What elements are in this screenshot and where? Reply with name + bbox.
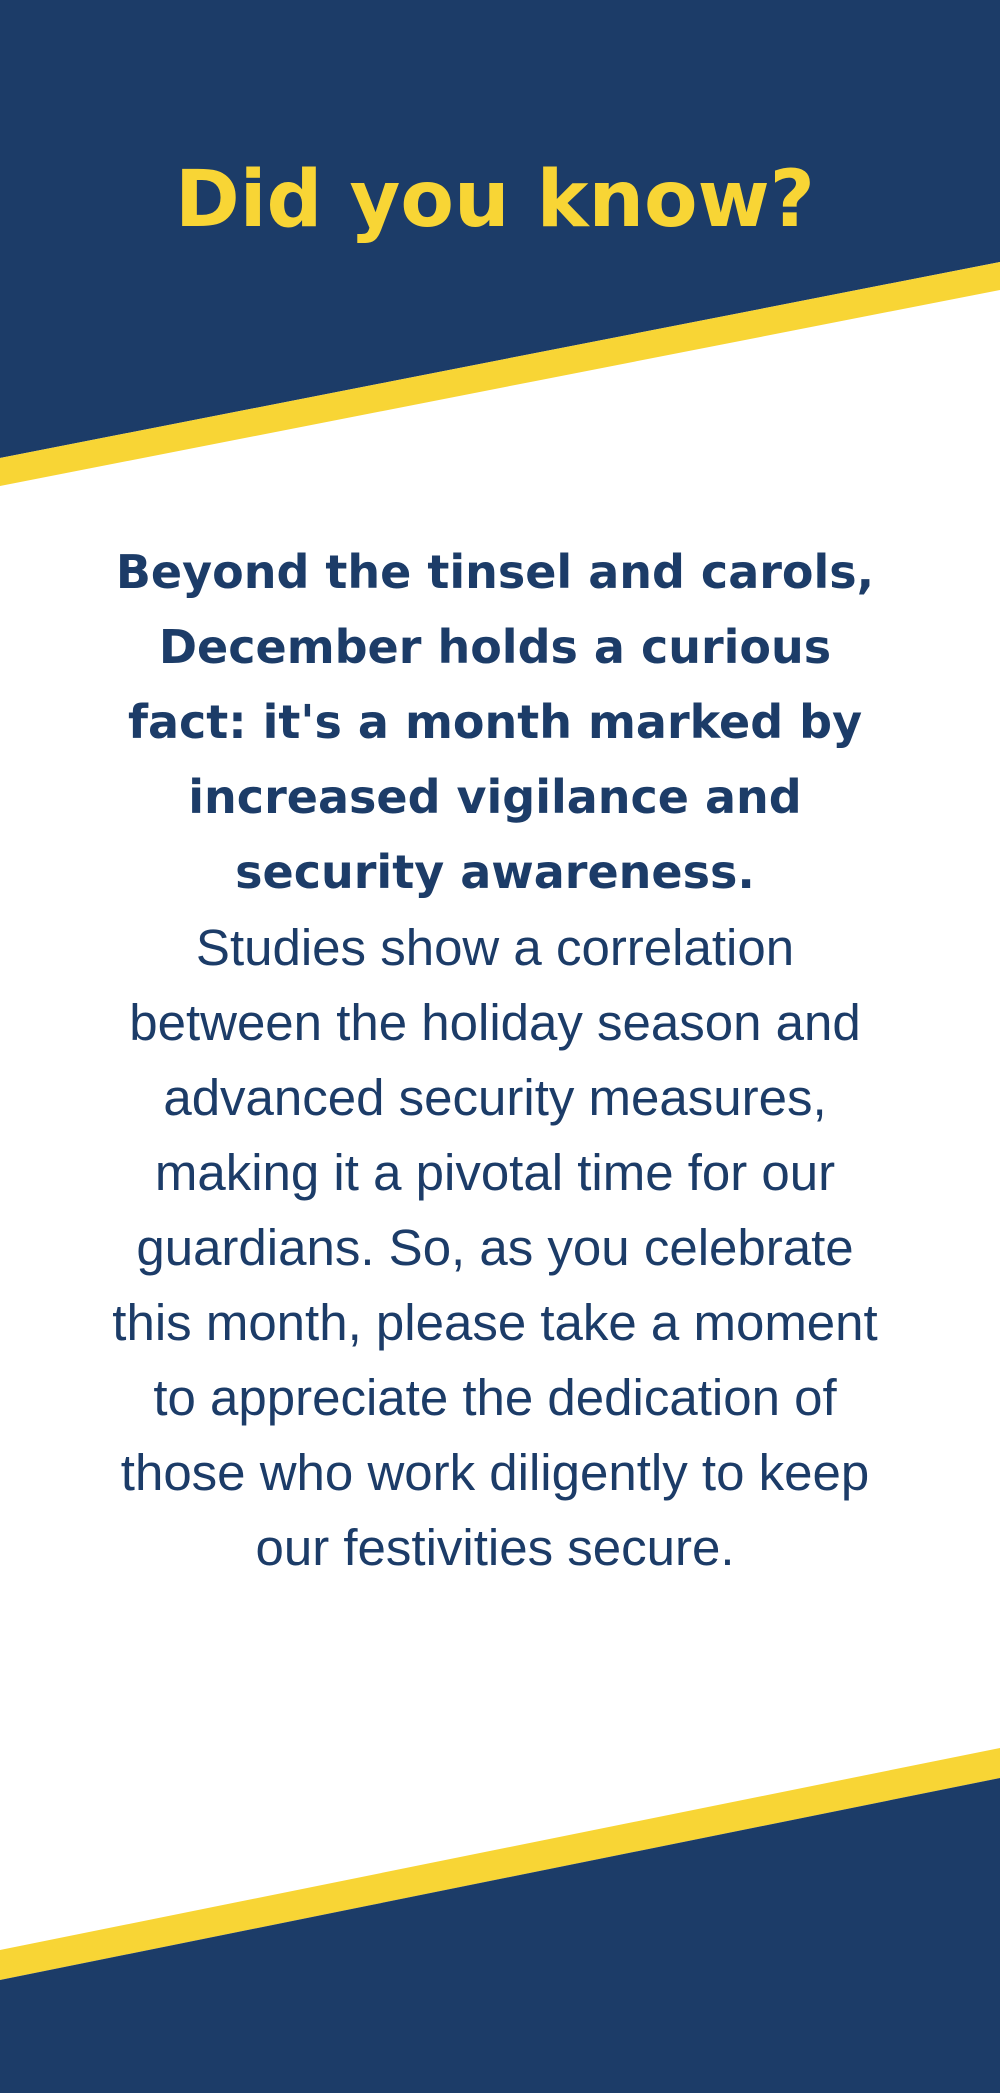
body-paragraph: Studies show a correlation between the holiday season and advanced security measures, making it a pivotal time for our guardians. So, as you celebrate this month, please take a moment to appreciate the dedication of those who work diligently to keep our festivities secure.: [112, 919, 878, 1576]
page-title: Did you know?: [175, 155, 815, 245]
lead-paragraph: Beyond the tinsel and carols, December holds a curious fact: it's a month marked by increased vigilance and security awareness.: [115, 545, 875, 899]
fact-content: [100, 535, 890, 1585]
